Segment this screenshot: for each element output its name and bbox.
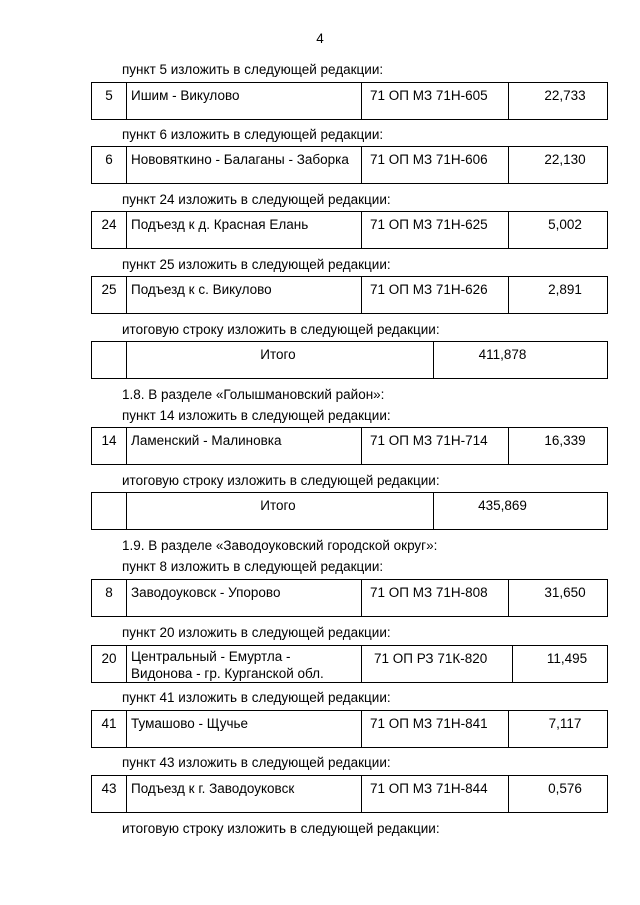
table-row — [92, 580, 608, 617]
road-code: 71 ОП МЗ 71Н-625 — [362, 212, 509, 249]
instruction-text: итоговую строку изложить в следующей редакции: — [122, 322, 440, 337]
instruction-text: пункт 14 изложить в следующей редакции: — [122, 408, 391, 423]
road-name: Подъезд к д. Красная Елань — [127, 212, 362, 249]
road-table-row-6 — [91, 146, 608, 184]
instruction-text: пункт 6 изложить в следующей редакции: — [122, 127, 384, 142]
instruction-text: пункт 24 изложить в следующей редакции: — [122, 192, 391, 207]
road-length: 22,733 — [509, 83, 608, 120]
row-number: 8 — [92, 580, 127, 617]
total-label: Итого — [127, 342, 434, 379]
empty-cell — [92, 493, 127, 530]
road-table-row-43 — [91, 775, 608, 813]
road-length: 16,339 — [509, 428, 608, 465]
road-length: 22,130 — [509, 147, 608, 184]
table-row — [92, 493, 608, 530]
total-value: 411,878 — [434, 342, 608, 379]
total-value: 435,869 — [434, 493, 608, 530]
table-row — [92, 212, 608, 249]
section-heading: 1.8. В разделе «Голышмановский район»: — [122, 387, 385, 402]
row-number: 5 — [92, 83, 127, 120]
road-length: 7,117 — [509, 711, 608, 748]
road-code: 71 ОП МЗ 71Н-714 — [362, 428, 509, 465]
row-number: 20 — [92, 646, 127, 683]
road-code: 71 ОП МЗ 71Н-626 — [362, 277, 509, 314]
road-code: 71 ОП МЗ 71Н-841 — [362, 711, 509, 748]
table-row — [92, 428, 608, 465]
row-number: 41 — [92, 711, 127, 748]
road-name: Заводоуковск - Упорово — [127, 580, 362, 617]
road-length: 11,495 — [513, 646, 608, 683]
row-number: 43 — [92, 776, 127, 813]
road-name-line-1: Центральный - Емуртла - — [131, 649, 291, 664]
instruction-text: итоговую строку изложить в следующей редакции: — [122, 821, 440, 836]
empty-cell — [92, 342, 127, 379]
road-length: 5,002 — [509, 212, 608, 249]
row-number: 25 — [92, 277, 127, 314]
row-number: 24 — [92, 212, 127, 249]
road-name: Подъезд к г. Заводоуковск — [127, 776, 362, 813]
total-table-2 — [91, 492, 608, 530]
road-table-row-8 — [91, 579, 608, 617]
table-row — [92, 342, 608, 379]
row-number: 14 — [92, 428, 127, 465]
total-label: Итого — [127, 493, 434, 530]
instruction-text: пункт 41 изложить в следующей редакции: — [122, 690, 391, 705]
page-number: 4 — [316, 31, 324, 46]
road-code: 71 ОП МЗ 71Н-606 — [362, 147, 509, 184]
road-code: 71 ОП МЗ 71Н-808 — [362, 580, 509, 617]
table-row — [92, 776, 608, 813]
instruction-text: пункт 5 изложить в следующей редакции: — [122, 62, 384, 77]
instruction-text: пункт 8 изложить в следующей редакции: — [122, 559, 384, 574]
instruction-text: пункт 20 изложить в следующей редакции: — [122, 625, 391, 640]
road-name: Ишим - Викулово — [127, 83, 362, 120]
table-row — [92, 277, 608, 314]
section-heading: 1.9. В разделе «Заводоуковский городской округ»: — [122, 538, 438, 553]
road-code: 71 ОП РЗ 71К-820 — [362, 646, 513, 683]
road-table-row-41 — [91, 710, 608, 748]
road-code: 71 ОП МЗ 71Н-844 — [362, 776, 509, 813]
road-code: 71 ОП МЗ 71Н-605 — [362, 83, 509, 120]
table-row — [92, 83, 608, 120]
road-name-line-2: Видонова - гр. Курганской обл. — [131, 666, 324, 681]
instruction-text: пункт 25 изложить в следующей редакции: — [122, 257, 391, 272]
road-name: Нововяткино - Балаганы - Заборка — [127, 147, 362, 184]
road-length: 31,650 — [509, 580, 608, 617]
road-table-row-25 — [91, 276, 608, 314]
road-table-row-5 — [91, 82, 608, 120]
instruction-text: итоговую строку изложить в следующей редакции: — [122, 473, 440, 488]
row-number: 6 — [92, 147, 127, 184]
road-table-row-20 — [91, 645, 608, 683]
table-row — [92, 646, 608, 683]
table-row — [92, 711, 608, 748]
road-name-cell — [127, 646, 362, 683]
table-row — [92, 147, 608, 184]
road-length: 2,891 — [509, 277, 608, 314]
road-name: Ламенский - Малиновка — [127, 428, 362, 465]
instruction-text: пункт 43 изложить в следующей редакции: — [122, 755, 391, 770]
road-name: Подъезд к с. Викулово — [127, 277, 362, 314]
road-table-row-14 — [91, 427, 608, 465]
total-table-1 — [91, 341, 608, 379]
road-table-row-24 — [91, 211, 608, 249]
road-length: 0,576 — [509, 776, 608, 813]
road-name: Тумашово - Щучье — [127, 711, 362, 748]
